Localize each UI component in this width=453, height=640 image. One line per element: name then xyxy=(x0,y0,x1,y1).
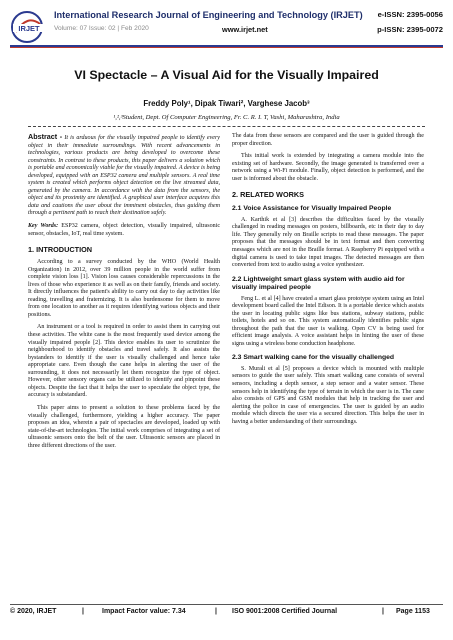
footer-separator: | xyxy=(82,608,84,615)
paragraph: According to a survey conducted by the WHO (World Health Organization) in 2012, over 39 million people in the world suffer from complete vision loss [1]. Vision loss causes considerable repercussions in the lives of those who experience it as well as on their family, friends and society. It directly influences the patient's ability to carry out day to day activities like reading, travelling and fraternizing. It is also burdensome for them to move from one location to another as it requires identifying various objects and their positions. xyxy=(28,259,220,318)
journal-website[interactable]: www.irjet.net xyxy=(222,25,268,34)
e-issn: e-ISSN: 2395-0056 xyxy=(377,10,443,19)
journal-header xyxy=(10,8,443,48)
subsection-heading: 2.2 Lightweight smart glass system with audio aid for visually impaired people xyxy=(232,275,405,292)
abstract-text: It is arduous for the visually impaired people to identify every object in their immediate surroundings. With recent advancements in technologies, various products are being developed to overcome these constraints. In contrast to these products, this paper delivers a solution which is portable and economically viable for the visually impaired. A device is being developed, equipped with an ESP32 camera and multiple sensors. A real time system is created which performs object detection on the live streamed data, generated by the camera. In accordance with the data from the sensors, the object and its proximity are identified. A graphical user interface acquires this data and cautions the user about the imminent obstacles, thus guiding them through a pertinent path to reach their destination safely. xyxy=(28,135,220,217)
paper-authors: Freddy Poly¹, Dipak Tiwari², Varghese Jacob³ xyxy=(143,99,310,108)
section-heading-introduction: 1. INTRODUCTION xyxy=(28,245,93,255)
paragraph: S. Murali et al [5] proposes a device which is mounted with multiple sensors to guide the user safely. This smart walking cane consists of several sensors, including a depth sensor, a step sensor and a water sensor. These sensors help in identifying the type of terrain in which the user is in. The cane also consists of GPS and GSM modules that help in tracking the user and alerting the police in case of emergencies. The user is guided by an audio module which directs the user via a secured direction. This helps the user in having a better understanding of their surroundings. xyxy=(232,365,424,425)
paragraph: This paper aims to present a solution to these problems faced by the visually challenged, furthermore, yielding a higher accuracy. The paper proposes an idea, wherein a pair of spectacles are developed, loaded up with state-of-the-art technologies. The initial work comprises of integrating a set of ultrasonic sensors onto the belt of the user. Ultrasonic sensors are placed in three different directions of the user. xyxy=(28,404,220,449)
header-rule-red xyxy=(10,47,443,48)
footer-copyright: © 2020, IRJET xyxy=(10,608,57,615)
left-column xyxy=(28,133,220,455)
journal-name: International Research Journal of Engineering and Technology (IRJET) xyxy=(54,10,363,20)
paper-title: VI Spectacle – A Visual Aid for the Visually Impaired xyxy=(74,68,379,82)
paragraph: This initial work is extended by integrating a camera module into the existing set of hardware. Secondly, the image generated is transferred over a network using a Wi-Fi module. Finally, object detection is performed, and the user is informed about the obstacle. xyxy=(232,153,424,182)
subsection-heading: 2.3 Smart walking cane for the visually challenged xyxy=(232,354,395,362)
keywords-label: Key Words: xyxy=(28,223,59,230)
logo-text: IRJET xyxy=(18,24,40,33)
author-affiliation: ¹,²,³Student, Dept. Of Computer Engineering, Fr. C. R. I. T, Vashi, Maharashtra, India xyxy=(113,114,340,121)
paragraph: Feng L. et al [4] have created a smart glass prototype system using an Intel development board called the Intel Edison. It is a portable device which assists the user in locating public signs like bus stations, subway stations, public toilets, hotels and so on. This system automatically identifies public signs throughout the path that the user is walking. Open CV is being used for efficient image analysis. A voice assistant helps in hinting the user of these signs using a wireless bone conduction headphone. xyxy=(232,295,424,347)
paragraph: An instrument or a tool is required in order to assist them in carrying out these activities. The white cane is the most frequently used device among the visually impaired people [2]. This device enables its user to scrutinize the neighbourhood to identify obstacles and travel safely. It also assists the bystanders to identify if the user is visually challenged and hence take appropriate care. Even though the cane helps in alerting the user of the surrounding, it does not necessarily let them recognize the type of object. However, other sensory organs can be utilized to identify and pinpoint these objects. Despite the fact that it helps the user to speculate the object type, the accuracy is substandard. xyxy=(28,324,220,399)
right-column xyxy=(232,133,424,431)
volume-issue: Volume: 07 Issue: 02 | Feb 2020 xyxy=(54,25,149,32)
section-heading-related-works: 2. RELATED WORKS xyxy=(232,190,305,200)
footer-page-number: Page 1153 xyxy=(396,608,430,615)
footer-iso: ISO 9001:2008 Certified Journal xyxy=(232,608,338,615)
abstract xyxy=(28,133,220,218)
keywords xyxy=(28,223,220,238)
p-issn: p-ISSN: 2395-0072 xyxy=(377,25,443,34)
subsection-heading: 2.1 Voice Assistance for Visually Impaired People xyxy=(232,205,392,213)
footer-separator: | xyxy=(215,608,217,615)
abstract-label: Abstract - xyxy=(28,132,63,141)
footer-impact-factor: Impact Factor value: 7.34 xyxy=(102,608,186,615)
irjet-logo xyxy=(10,10,48,44)
keywords-text: ESP32 camera, object detection, visually impaired, ultrasonic sensor, obstacles, IoT, real time system. xyxy=(28,223,221,237)
paragraph: The data from these sensors are compared and the user is guided through the proper direction. xyxy=(232,133,424,147)
title-divider xyxy=(28,126,425,127)
paragraph: A. Karthik et al [3] describes the difficulties faced by the visually challenged in reading messages on posters, billboards, etc in their day to day life. They generally rely on Braille scripts to read these messages. The paper proposes that the messages should be in text format and then converting messages which are not in the Braille format. A Raspberry Pi equipped with a digital camera is used to take input images. The detected messages are then converted from text to audio using a voice synthesizer. xyxy=(232,216,424,269)
footer-separator: | xyxy=(382,608,384,615)
footer-rule xyxy=(10,604,443,605)
